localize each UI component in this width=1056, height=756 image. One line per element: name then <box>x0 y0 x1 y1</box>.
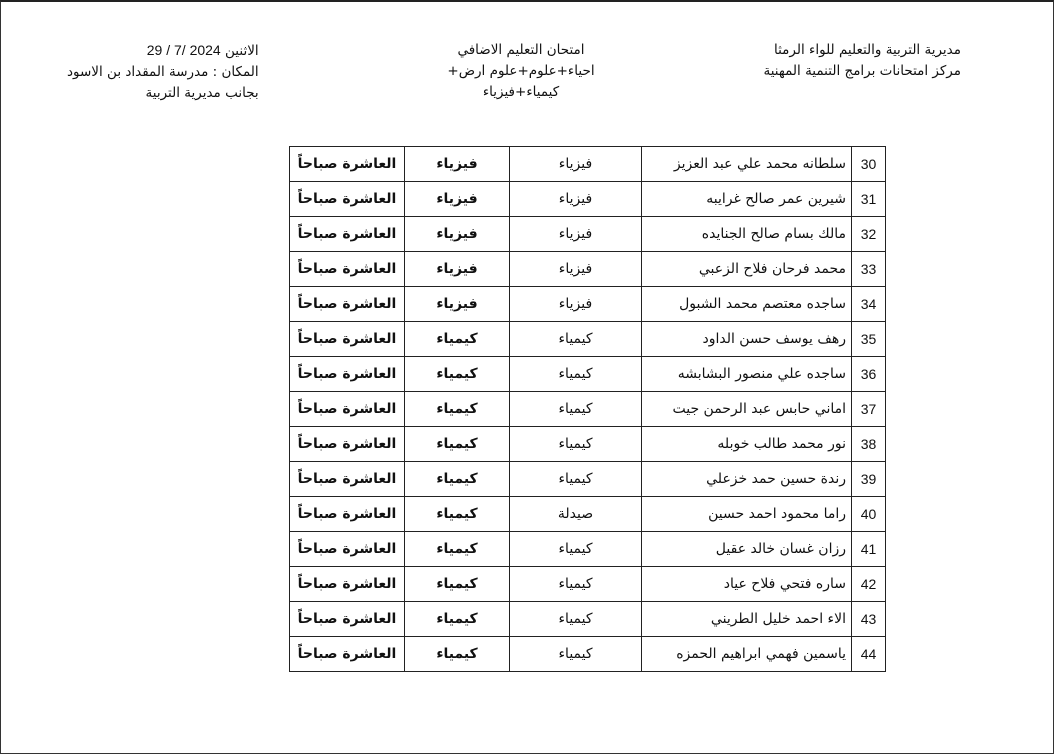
row-number: 41 <box>852 532 886 567</box>
exam-time: العاشرة صباحاً <box>290 252 405 287</box>
candidate-name: ساجده علي منصور البشابشه <box>642 357 852 392</box>
candidate-specialty: كيمياء <box>510 637 642 672</box>
header-exam-info <box>421 40 621 103</box>
exam-subjects-line1: احياء+علوم+علوم ارض+ <box>447 63 595 79</box>
candidate-specialty: كيمياء <box>510 567 642 602</box>
exam-subject: كيمياء <box>405 567 510 602</box>
header-directorate <box>764 40 962 82</box>
exam-subject: كيمياء <box>405 637 510 672</box>
row-number: 34 <box>852 287 886 322</box>
table-row <box>290 217 886 252</box>
candidate-name: ساجده معتصم محمد الشبول <box>642 287 852 322</box>
candidate-name: مالك بسام صالح الجنايده <box>642 217 852 252</box>
candidate-name: رهف يوسف حسن الداود <box>642 322 852 357</box>
table-row <box>290 532 886 567</box>
exam-title: امتحان التعليم الاضافي <box>457 42 585 58</box>
exam-subject: فيزياء <box>405 217 510 252</box>
candidate-specialty: كيمياء <box>510 602 642 637</box>
candidate-name: ياسمين فهمي ابراهيم الحمزه <box>642 637 852 672</box>
exam-center-name: مركز امتحانات برامج التنمية المهنية <box>763 63 961 79</box>
row-number: 37 <box>852 392 886 427</box>
exam-time: العاشرة صباحاً <box>290 287 405 322</box>
candidate-specialty: فيزياء <box>510 252 642 287</box>
candidate-specialty: كيمياء <box>510 462 642 497</box>
table-row <box>290 322 886 357</box>
candidate-specialty: كيمياء <box>510 532 642 567</box>
exam-time: العاشرة صباحاً <box>290 392 405 427</box>
exam-subject: كيمياء <box>405 392 510 427</box>
exam-time: العاشرة صباحاً <box>290 497 405 532</box>
table-row <box>290 392 886 427</box>
exam-time: العاشرة صباحاً <box>290 427 405 462</box>
row-number: 33 <box>852 252 886 287</box>
table-row <box>290 147 886 182</box>
candidate-name: الاء احمد خليل الطريني <box>642 602 852 637</box>
candidate-name: سلطانه محمد علي عبد العزيز <box>642 147 852 182</box>
exam-time: العاشرة صباحاً <box>290 637 405 672</box>
row-number: 36 <box>852 357 886 392</box>
row-number: 39 <box>852 462 886 497</box>
candidate-specialty: كيمياء <box>510 322 642 357</box>
exam-subject: كيمياء <box>405 322 510 357</box>
candidate-specialty: فيزياء <box>510 147 642 182</box>
directorate-name: مديرية التربية والتعليم للواء الرمثا <box>773 42 961 58</box>
exam-time: العاشرة صباحاً <box>290 182 405 217</box>
table-row <box>290 182 886 217</box>
row-number: 44 <box>852 637 886 672</box>
exam-subject: فيزياء <box>405 287 510 322</box>
table-row <box>290 567 886 602</box>
exam-subject: كيمياء <box>405 497 510 532</box>
exam-time: العاشرة صباحاً <box>290 357 405 392</box>
candidate-specialty: فيزياء <box>510 287 642 322</box>
exam-time: العاشرة صباحاً <box>290 567 405 602</box>
candidate-name: نور محمد طالب خوبله <box>642 427 852 462</box>
row-number: 31 <box>852 182 886 217</box>
exam-subject: فيزياء <box>405 147 510 182</box>
exam-time: العاشرة صباحاً <box>290 322 405 357</box>
candidate-specialty: كيمياء <box>510 357 642 392</box>
row-number: 42 <box>852 567 886 602</box>
candidate-name: اماني حابس عبد الرحمن جيت <box>642 392 852 427</box>
table-row <box>290 497 886 532</box>
exam-date-line <box>67 40 259 62</box>
row-number: 35 <box>852 322 886 357</box>
table-row <box>290 637 886 672</box>
candidate-specialty: كيمياء <box>510 427 642 462</box>
table-row <box>290 357 886 392</box>
candidate-specialty: صيدلة <box>510 497 642 532</box>
candidates-table <box>289 146 886 672</box>
table-row <box>290 287 886 322</box>
table-row <box>290 602 886 637</box>
exam-subject: كيمياء <box>405 532 510 567</box>
candidate-name: محمد فرحان فلاح الزعبي <box>642 252 852 287</box>
candidate-name: رندة حسين حمد خزعلي <box>642 462 852 497</box>
exam-date: 2024 /7 / 29 <box>146 42 221 58</box>
exam-time: العاشرة صباحاً <box>290 602 405 637</box>
exam-subject: كيمياء <box>405 602 510 637</box>
candidate-specialty: فيزياء <box>510 217 642 252</box>
exam-subject: كيمياء <box>405 462 510 497</box>
exam-subject: كيمياء <box>405 357 510 392</box>
exam-time: العاشرة صباحاً <box>290 217 405 252</box>
exam-day: الاثنين <box>225 43 259 59</box>
table-row <box>290 462 886 497</box>
exam-subject: فيزياء <box>405 182 510 217</box>
table-row <box>290 252 886 287</box>
exam-location-detail: بجانب مديرية التربية <box>145 85 259 101</box>
candidate-specialty: كيمياء <box>510 392 642 427</box>
table-row <box>290 427 886 462</box>
candidate-name: شيرين عمر صالح غرايبه <box>642 182 852 217</box>
row-number: 40 <box>852 497 886 532</box>
exam-subject: كيمياء <box>405 427 510 462</box>
header-date-location <box>67 40 259 104</box>
exam-location: المكان : مدرسة المقداد بن الاسود <box>67 64 259 80</box>
row-number: 32 <box>852 217 886 252</box>
exam-time: العاشرة صباحاً <box>290 532 405 567</box>
candidate-specialty: فيزياء <box>510 182 642 217</box>
exam-subjects-line2: كيمياء+فيزياء <box>482 84 560 100</box>
candidate-name: ساره فتحي فلاح عياد <box>642 567 852 602</box>
candidate-name: راما محمود احمد حسين <box>642 497 852 532</box>
exam-subject: فيزياء <box>405 252 510 287</box>
exam-time: العاشرة صباحاً <box>290 147 405 182</box>
row-number: 30 <box>852 147 886 182</box>
row-number: 43 <box>852 602 886 637</box>
row-number: 38 <box>852 427 886 462</box>
exam-time: العاشرة صباحاً <box>290 462 405 497</box>
candidate-name: رزان غسان خالد عقيل <box>642 532 852 567</box>
candidates-table-body <box>290 147 886 672</box>
